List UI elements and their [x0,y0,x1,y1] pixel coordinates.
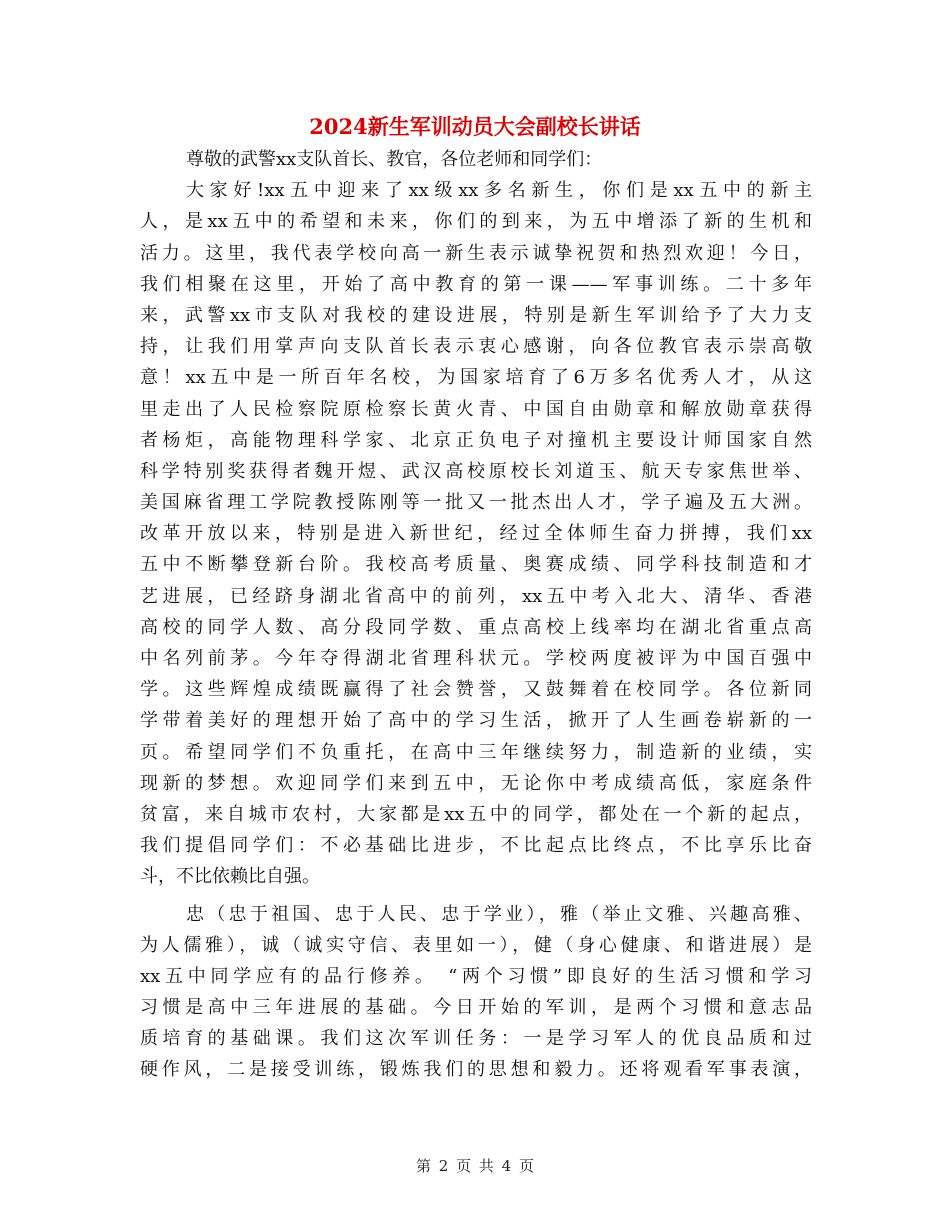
text-line: 来，武警xx市支队对我校的建设进展，特别是新生军训给予了大力支 [140,304,812,326]
text-line: 我们提倡同学们：不必基础比进步，不比起点比终点，不比享乐比奋 [140,835,812,857]
text-line: 科学特别奖获得者魏开煜、武汉高校原校长刘道玉、航天专家焦世举、 [140,460,812,482]
text-line: 斗，不比依赖比自强。 [140,866,320,888]
page-number-footer: 第 2 页 共 4 页 [416,1157,534,1175]
text-line: 页。希望同学们不负重托，在高中三年继续努力，制造新的业绩，实 [140,741,812,763]
text-line: 改革开放以来，特别是进入新世纪，经过全体师生奋力拼搏，我们xx [140,523,812,545]
text-line: 高校的同学人数、高分段同学数、重点高校上线率均在湖北省重点高 [140,616,812,638]
text-line: 贫富，来自城市农村，大家都是xx五中的同学，都处在一个新的起点， [140,803,812,825]
text-line: 忠（忠于祖国、忠于人民、忠于学业），雅（举止文雅、兴趣高雅、 [186,903,812,925]
text-line: xx五中同学应有的品行修养。 “两个习惯”即良好的生活习惯和学习 [140,965,812,987]
text-line: 美国麻省理工学院教授陈刚等一批又一批杰出人才，学子遍及五大洲。 [140,492,812,514]
text-line: 艺进展，已经跻身湖北省高中的前列，xx五中考入北大、清华、香港 [140,585,812,607]
text-line: 五中不断攀登新台阶。我校高考质量、奥赛成绩、同学科技制造和才 [140,554,812,576]
text-line: 为人儒雅），诚（诚实守信、表里如一），健（身心健康、和谐进展）是 [140,934,812,956]
text-line: 持，让我们用掌声向支队首长表示衷心感谢，向各位教官表示崇高敬 [140,336,812,358]
text-line: 意！xx五中是一所百年名校，为国家培育了6万多名优秀人才，从这 [140,367,812,389]
text-line: 习惯是高中三年进展的基础。今日开始的军训，是两个习惯和意志品 [140,997,812,1019]
text-line: 学。这些辉煌成绩既赢得了社会赞誉，又鼓舞着在校同学。各位新同 [140,679,812,701]
text-line: 质培育的基础课。我们这次军训任务：一是学习军人的优良品质和过 [140,1028,812,1050]
text-line: 里走出了人民检察院原检察长黄火青、中国自由勋章和解放勋章获得 [140,398,812,420]
document-body [140,144,812,1086]
text-line: 我们相聚在这里，开始了高中教育的第一课——军事训练。二十多年 [140,273,812,295]
salutation-line: 尊敬的武警xx支队首长、教官，各位老师和同学们： [186,149,603,170]
text-line: 中名列前茅。今年夺得湖北省理科状元。学校两度被评为中国百强中 [140,648,812,669]
text-line: 活力。这里，我代表学校向高一新生表示诚挚祝贺和热烈欢迎！今日， [140,242,812,264]
document-title: 2024新生军训动员大会副校长讲话 [309,114,641,139]
text-line: 人，是xx五中的希望和未来，你们的到来，为五中增添了新的生机和 [140,211,812,233]
text-line: 大家好!xx五中迎来了xx级xx多名新生，你们是xx五中的新主 [186,180,812,202]
text-line: 现新的梦想。欢迎同学们来到五中，无论你中考成绩高低，家庭条件 [140,772,812,794]
text-line: 者杨炬，高能物理科学家、北京正负电子对撞机主要设计师国家自然 [140,429,812,451]
text-line: 硬作风，二是接受训练，锻炼我们的思想和毅力。还将观看军事表演， [140,1059,812,1081]
text-line: 学带着美好的理想开始了高中的学习生活，掀开了人生画卷崭新的一 [140,710,812,732]
